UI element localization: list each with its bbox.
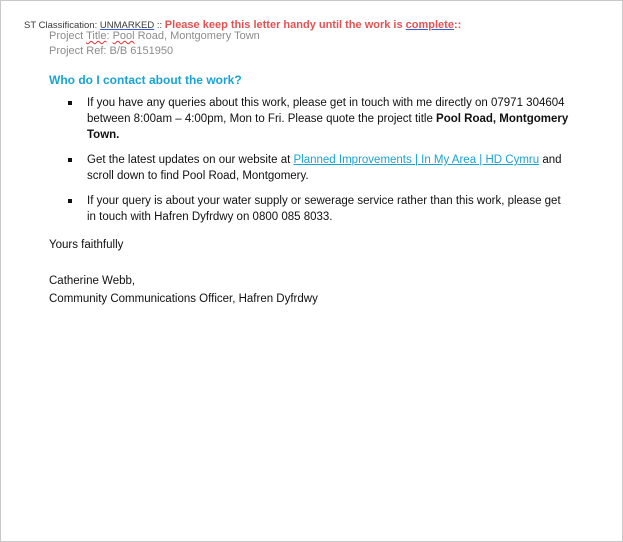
project-title xyxy=(49,30,260,42)
bullet-text: Get the latest updates on our website at xyxy=(87,154,294,166)
project-title-label-word: Title xyxy=(86,30,107,42)
bullet-text: If your query is about your water supply or sewerage service rather than this work, please get in touch with Hafren Dyfrdwy on 0800 085 8033. xyxy=(87,195,561,223)
classification-value: UNMARKED xyxy=(99,20,155,31)
contact-heading: Who do I contact about the work? xyxy=(49,73,242,87)
project-ref: Project Ref: B/B 6151950 xyxy=(49,45,174,57)
bullet-icon xyxy=(68,101,72,105)
project-title-road-word: Pool xyxy=(112,30,135,42)
bullet-icon xyxy=(68,158,72,162)
notice-text: Please keep this letter handy until the work is xyxy=(164,19,406,31)
project-title-sep: : xyxy=(106,30,113,42)
project-title-label: Project xyxy=(49,30,87,42)
bullet-bold-project-title: Pool Road, Montgomery Town. xyxy=(87,113,569,141)
project-title-rest: Road, Montgomery Town xyxy=(134,30,260,42)
signer-role: Community Communications Officer, Hafren Dyfrdwy xyxy=(49,293,318,305)
bullet-icon xyxy=(68,199,72,203)
classification-label: ST Classification: xyxy=(24,20,100,31)
planned-improvements-link[interactable]: Planned Improvements | In My Area | HD Cymru xyxy=(293,154,540,166)
notice-end: :: xyxy=(453,19,462,31)
signer-name: Catherine Webb, xyxy=(49,275,136,287)
list-item xyxy=(49,95,569,143)
sign-off: Yours faithfully xyxy=(49,239,124,251)
contact-bullet-list xyxy=(49,95,569,234)
notice-word-complete: complete xyxy=(405,19,454,31)
classification-separator: :: xyxy=(154,20,165,31)
list-item xyxy=(49,152,569,184)
bullet-text-after: and scroll down to find Pool Road, Montgomery. xyxy=(87,154,562,182)
list-item xyxy=(49,193,569,225)
bullet-text: If you have any queries about this work, please get in touch with me directly on 07971 304604 between 8:00am – 4:00pm, Mon to Fri. Please quote the project title xyxy=(87,97,565,125)
